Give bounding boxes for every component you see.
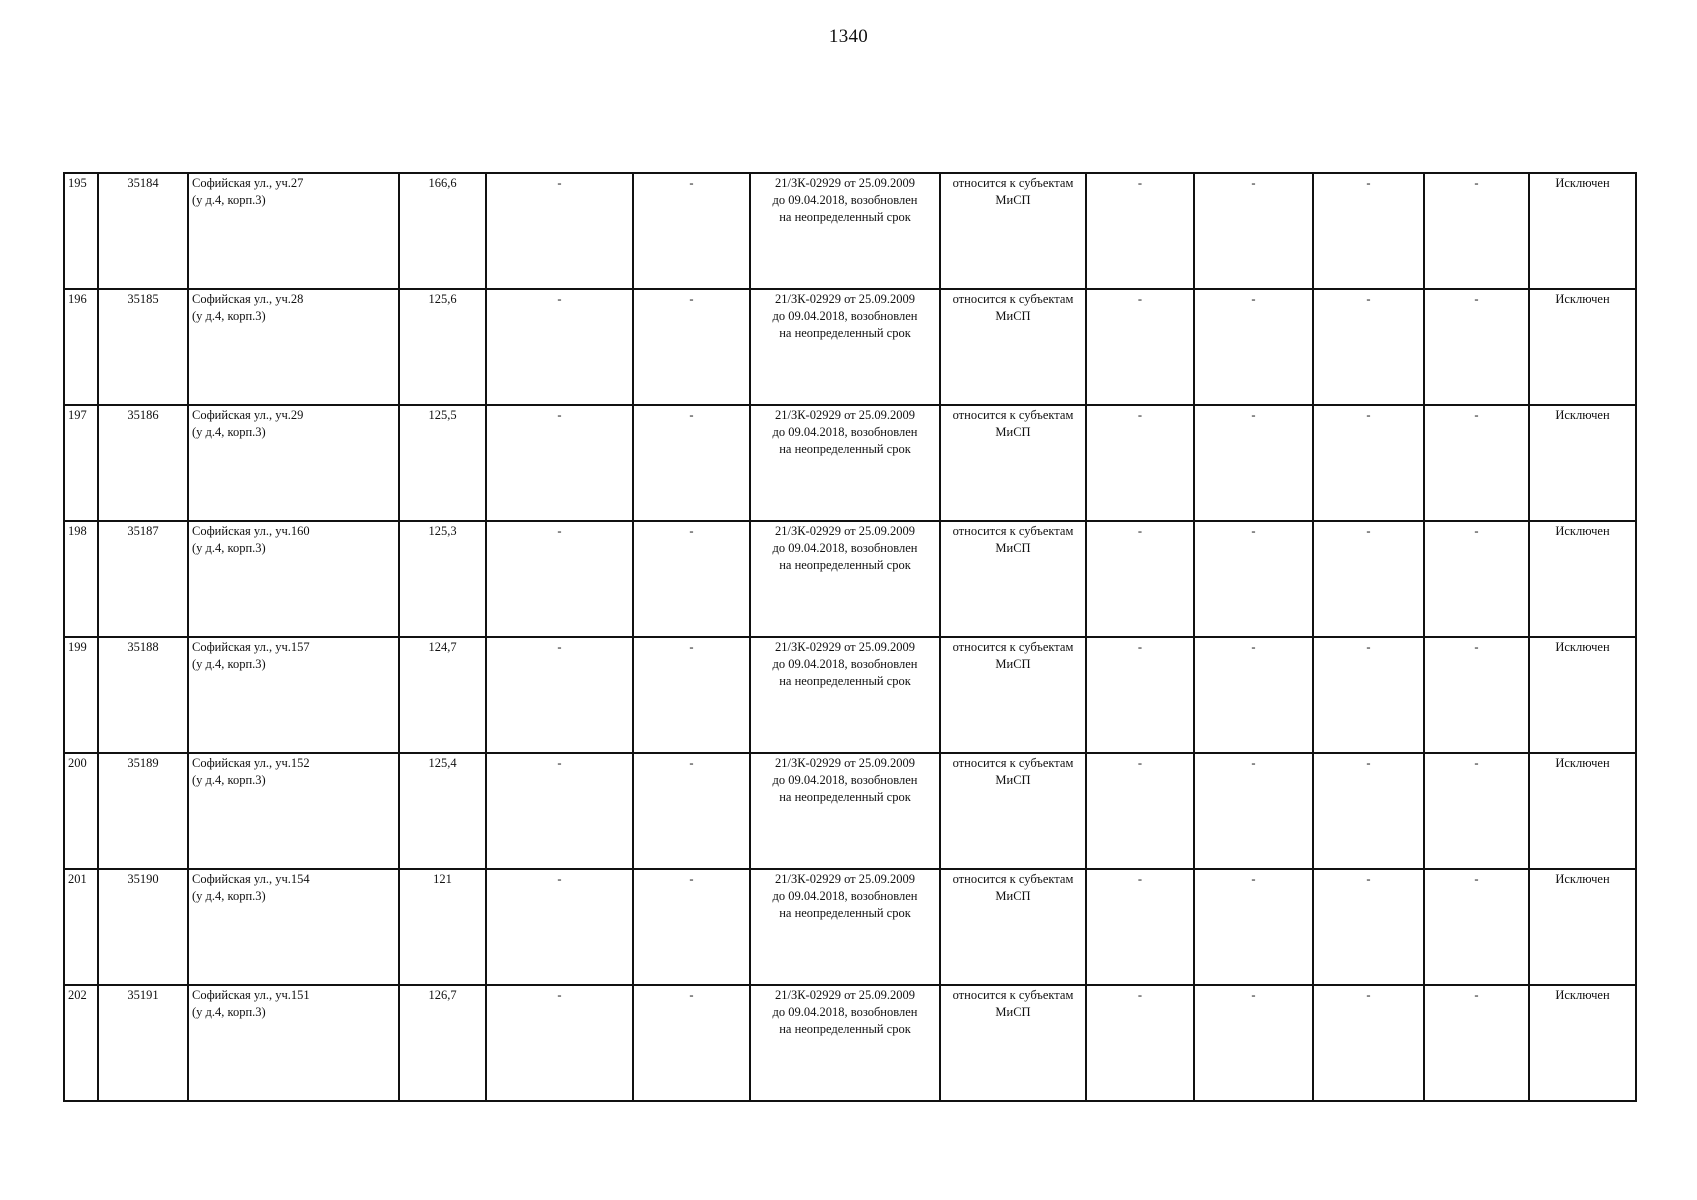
- address-cell: [188, 753, 399, 869]
- dash-cell: [1313, 637, 1424, 753]
- object-id: [98, 173, 188, 289]
- dash-cell: [1424, 405, 1529, 521]
- lease-line: до 09.04.2018, возобновлен: [772, 1005, 918, 1019]
- status-cell: [1529, 405, 1636, 521]
- cell-text: Исключен: [1555, 524, 1610, 538]
- cell-text: -: [689, 176, 694, 190]
- cell-text: -: [1474, 408, 1479, 422]
- lease-line: на неопределенный срок: [779, 326, 911, 340]
- cell-text: -: [557, 176, 562, 190]
- cell-text: 124,7: [428, 640, 457, 654]
- cell-text: -: [1474, 524, 1479, 538]
- area-cell: [399, 869, 486, 985]
- dash-cell: [1424, 289, 1529, 405]
- dash-cell: [1086, 289, 1194, 405]
- table-row: [64, 869, 1636, 985]
- address-cell: [188, 405, 399, 521]
- dash-cell: [1194, 637, 1313, 753]
- row-number: [64, 173, 98, 289]
- dash-cell: [1086, 637, 1194, 753]
- dash-cell: [486, 405, 633, 521]
- area-cell: [399, 289, 486, 405]
- lease-line: до 09.04.2018, возобновлен: [772, 657, 918, 671]
- cell-text: 125,6: [428, 292, 457, 306]
- status-cell: [1529, 869, 1636, 985]
- cell-text: Исключен: [1555, 292, 1610, 306]
- dash-cell: [1086, 521, 1194, 637]
- cell-text: -: [1251, 176, 1256, 190]
- address-line: Софийская ул., уч.29: [192, 408, 304, 422]
- cell-text: 202: [68, 988, 87, 1002]
- cell-text: -: [689, 524, 694, 538]
- category-line: МиСП: [995, 657, 1031, 671]
- table-row: [64, 637, 1636, 753]
- cell-text: -: [1251, 292, 1256, 306]
- address-line: (у д.4, корп.3): [192, 657, 266, 671]
- cell-text: -: [1251, 872, 1256, 886]
- lease-line: на неопределенный срок: [779, 442, 911, 456]
- dash-cell: [486, 637, 633, 753]
- address-line: Софийская ул., уч.157: [192, 640, 310, 654]
- cell-text: -: [1474, 756, 1479, 770]
- dash-cell: [1313, 985, 1424, 1101]
- lease-cell: [750, 637, 940, 753]
- category-cell: [940, 753, 1086, 869]
- lease-line: до 09.04.2018, возобновлен: [772, 773, 918, 787]
- row-number: [64, 753, 98, 869]
- object-id: [98, 637, 188, 753]
- cell-text: -: [689, 408, 694, 422]
- dash-cell: [486, 869, 633, 985]
- cell-text: 35187: [127, 524, 159, 538]
- cell-text: -: [689, 756, 694, 770]
- lease-line: 21/ЗК-02929 от 25.09.2009: [774, 988, 916, 1002]
- cell-text: -: [1474, 988, 1479, 1002]
- row-number: [64, 985, 98, 1101]
- cell-text: -: [689, 988, 694, 1002]
- cell-text: -: [1137, 872, 1143, 886]
- object-id: [98, 753, 188, 869]
- dash-cell: [1313, 289, 1424, 405]
- cell-text: -: [1251, 640, 1256, 654]
- address-line: (у д.4, корп.3): [192, 1005, 266, 1019]
- dash-cell: [1424, 869, 1529, 985]
- status-cell: [1529, 753, 1636, 869]
- category-cell: [940, 985, 1086, 1101]
- category-cell: [940, 173, 1086, 289]
- dash-cell: [1086, 753, 1194, 869]
- cell-text: -: [1137, 988, 1143, 1002]
- lease-line: на неопределенный срок: [779, 906, 911, 920]
- status-cell: [1529, 173, 1636, 289]
- dash-cell: [633, 637, 750, 753]
- row-number: [64, 289, 98, 405]
- dash-cell: [486, 753, 633, 869]
- lease-cell: [750, 985, 940, 1101]
- table-row: [64, 405, 1636, 521]
- cell-text: 35184: [127, 176, 159, 190]
- dash-cell: [1086, 869, 1194, 985]
- lease-line: 21/ЗК-02929 от 25.09.2009: [774, 292, 916, 306]
- lease-line: 21/ЗК-02929 от 25.09.2009: [774, 756, 916, 770]
- address-line: (у д.4, корп.3): [192, 425, 266, 439]
- status-cell: [1529, 985, 1636, 1101]
- category-line: МиСП: [995, 425, 1031, 439]
- lease-line: 21/ЗК-02929 от 25.09.2009: [774, 872, 916, 886]
- table-row: [64, 289, 1636, 405]
- page-number: 1340: [828, 26, 869, 47]
- lease-cell: [750, 753, 940, 869]
- table-row: [64, 521, 1636, 637]
- row-number: [64, 637, 98, 753]
- cell-text: Исключен: [1555, 872, 1610, 886]
- cell-text: -: [557, 408, 562, 422]
- cell-text: -: [1366, 292, 1371, 306]
- dash-cell: [1194, 173, 1313, 289]
- cell-text: 201: [68, 872, 87, 886]
- cell-text: 200: [68, 756, 87, 770]
- cell-text: -: [557, 756, 562, 770]
- lease-line: на неопределенный срок: [779, 790, 911, 804]
- category-line: относится к субъектам: [952, 176, 1074, 190]
- cell-text: -: [557, 292, 562, 306]
- dash-cell: [633, 173, 750, 289]
- dash-cell: [1194, 289, 1313, 405]
- table-body: [64, 173, 1636, 1101]
- lease-line: на неопределенный срок: [779, 210, 911, 224]
- dash-cell: [1313, 173, 1424, 289]
- lease-line: 21/ЗК-02929 от 25.09.2009: [774, 524, 916, 538]
- area-cell: [399, 405, 486, 521]
- lease-line: до 09.04.2018, возобновлен: [772, 309, 918, 323]
- cell-text: -: [557, 524, 562, 538]
- cell-text: 195: [68, 176, 87, 190]
- dash-cell: [1194, 521, 1313, 637]
- object-id: [98, 985, 188, 1101]
- area-cell: [399, 521, 486, 637]
- cell-text: -: [1474, 872, 1479, 886]
- cell-text: 197: [68, 408, 87, 422]
- cell-text: -: [1366, 756, 1371, 770]
- cell-text: -: [557, 872, 562, 886]
- area-cell: [399, 753, 486, 869]
- row-number: [64, 405, 98, 521]
- lease-line: на неопределенный срок: [779, 1022, 911, 1036]
- address-cell: [188, 869, 399, 985]
- dash-cell: [1086, 985, 1194, 1101]
- cell-text: -: [1251, 408, 1256, 422]
- dash-cell: [633, 289, 750, 405]
- address-line: Софийская ул., уч.151: [192, 988, 310, 1002]
- cell-text: -: [1474, 640, 1479, 654]
- lease-cell: [750, 521, 940, 637]
- object-id: [98, 869, 188, 985]
- row-number: [64, 521, 98, 637]
- category-cell: [940, 521, 1086, 637]
- cell-text: -: [1474, 292, 1479, 306]
- address-cell: [188, 521, 399, 637]
- cell-text: 126,7: [428, 988, 457, 1002]
- lease-line: на неопределенный срок: [779, 674, 911, 688]
- cell-text: -: [1137, 640, 1143, 654]
- status-cell: [1529, 637, 1636, 753]
- cell-text: Исключен: [1555, 640, 1610, 654]
- dash-cell: [1194, 869, 1313, 985]
- category-line: относится к субъектам: [952, 756, 1074, 770]
- address-line: Софийская ул., уч.152: [192, 756, 310, 770]
- dash-cell: [1424, 173, 1529, 289]
- category-line: МиСП: [995, 773, 1031, 787]
- address-line: Софийская ул., уч.160: [192, 524, 310, 538]
- cell-text: 35185: [127, 292, 159, 306]
- cell-text: 121: [433, 872, 452, 886]
- dash-cell: [486, 985, 633, 1101]
- cell-text: -: [1366, 872, 1371, 886]
- cell-text: 198: [68, 524, 87, 538]
- lease-line: на неопределенный срок: [779, 558, 911, 572]
- cell-text: 199: [68, 640, 87, 654]
- cell-text: 166,6: [428, 176, 457, 190]
- dash-cell: [1424, 521, 1529, 637]
- dash-cell: [486, 173, 633, 289]
- cell-text: Исключен: [1555, 176, 1610, 190]
- dash-cell: [1424, 637, 1529, 753]
- category-line: МиСП: [995, 193, 1031, 207]
- cell-text: -: [1137, 292, 1143, 306]
- dash-cell: [1313, 405, 1424, 521]
- cell-text: -: [1137, 524, 1143, 538]
- dash-cell: [1313, 521, 1424, 637]
- lease-cell: [750, 173, 940, 289]
- dash-cell: [633, 869, 750, 985]
- cell-text: 35186: [127, 408, 159, 422]
- table-row: [64, 753, 1636, 869]
- category-line: относится к субъектам: [952, 988, 1074, 1002]
- status-cell: [1529, 289, 1636, 405]
- cell-text: 35189: [127, 756, 159, 770]
- cell-text: -: [557, 988, 562, 1002]
- address-line: (у д.4, корп.3): [192, 309, 266, 323]
- dash-cell: [1194, 405, 1313, 521]
- cell-text: -: [1366, 176, 1371, 190]
- status-cell: [1529, 521, 1636, 637]
- cell-text: -: [1474, 176, 1479, 190]
- address-line: (у д.4, корп.3): [192, 541, 266, 555]
- area-cell: [399, 637, 486, 753]
- cell-text: Исключен: [1555, 408, 1610, 422]
- category-line: МиСП: [995, 309, 1031, 323]
- cell-text: 35190: [127, 872, 159, 886]
- lease-cell: [750, 869, 940, 985]
- cell-text: 196: [68, 292, 87, 306]
- area-cell: [399, 173, 486, 289]
- category-line: относится к субъектам: [952, 292, 1074, 306]
- category-line: относится к субъектам: [952, 872, 1074, 886]
- dash-cell: [633, 753, 750, 869]
- object-id: [98, 289, 188, 405]
- lease-cell: [750, 289, 940, 405]
- cell-text: Исключен: [1555, 988, 1610, 1002]
- lease-cell: [750, 405, 940, 521]
- dash-cell: [1424, 985, 1529, 1101]
- lease-line: до 09.04.2018, возобновлен: [772, 541, 918, 555]
- row-number: [64, 869, 98, 985]
- dash-cell: [1086, 405, 1194, 521]
- cell-text: 35191: [127, 988, 159, 1002]
- cell-text: -: [1137, 176, 1143, 190]
- address-line: (у д.4, корп.3): [192, 773, 266, 787]
- cell-text: -: [1366, 408, 1371, 422]
- dash-cell: [1086, 173, 1194, 289]
- cell-text: -: [689, 292, 694, 306]
- category-cell: [940, 637, 1086, 753]
- registry-table: [63, 172, 1637, 1102]
- lease-line: до 09.04.2018, возобновлен: [772, 425, 918, 439]
- category-line: МиСП: [995, 889, 1031, 903]
- cell-text: -: [689, 872, 694, 886]
- cell-text: -: [557, 640, 562, 654]
- category-line: относится к субъектам: [952, 640, 1074, 654]
- address-line: (у д.4, корп.3): [192, 193, 266, 207]
- dash-cell: [1424, 753, 1529, 869]
- category-line: МиСП: [995, 1005, 1031, 1019]
- cell-text: -: [1137, 756, 1143, 770]
- area-cell: [399, 985, 486, 1101]
- object-id: [98, 405, 188, 521]
- cell-text: -: [689, 640, 694, 654]
- address-cell: [188, 173, 399, 289]
- cell-text: -: [1366, 988, 1371, 1002]
- dash-cell: [1194, 985, 1313, 1101]
- cell-text: -: [1251, 988, 1256, 1002]
- category-line: относится к субъектам: [952, 408, 1074, 422]
- dash-cell: [486, 289, 633, 405]
- lease-line: до 09.04.2018, возобновлен: [772, 193, 918, 207]
- lease-line: 21/ЗК-02929 от 25.09.2009: [774, 640, 916, 654]
- cell-text: -: [1137, 408, 1143, 422]
- object-id: [98, 521, 188, 637]
- dash-cell: [633, 985, 750, 1101]
- address-cell: [188, 637, 399, 753]
- cell-text: 125,3: [428, 524, 457, 538]
- dash-cell: [1194, 753, 1313, 869]
- address-line: Софийская ул., уч.154: [192, 872, 310, 886]
- dash-cell: [486, 521, 633, 637]
- lease-line: 21/ЗК-02929 от 25.09.2009: [774, 176, 916, 190]
- address-cell: [188, 985, 399, 1101]
- dash-cell: [1313, 869, 1424, 985]
- address-line: Софийская ул., уч.27: [192, 176, 304, 190]
- dash-cell: [633, 405, 750, 521]
- table-row: [64, 173, 1636, 289]
- dash-cell: [1313, 753, 1424, 869]
- address-line: Софийская ул., уч.28: [192, 292, 304, 306]
- cell-text: -: [1366, 640, 1371, 654]
- dash-cell: [633, 521, 750, 637]
- category-cell: [940, 289, 1086, 405]
- category-line: МиСП: [995, 541, 1031, 555]
- cell-text: -: [1251, 756, 1256, 770]
- category-cell: [940, 405, 1086, 521]
- table-row: [64, 985, 1636, 1101]
- lease-line: 21/ЗК-02929 от 25.09.2009: [774, 408, 916, 422]
- lease-line: до 09.04.2018, возобновлен: [772, 889, 918, 903]
- category-line: относится к субъектам: [952, 524, 1074, 538]
- cell-text: -: [1366, 524, 1371, 538]
- cell-text: 35188: [127, 640, 159, 654]
- cell-text: -: [1251, 524, 1256, 538]
- address-cell: [188, 289, 399, 405]
- cell-text: 125,5: [428, 408, 457, 422]
- category-cell: [940, 869, 1086, 985]
- cell-text: Исключен: [1555, 756, 1610, 770]
- address-line: (у д.4, корп.3): [192, 889, 266, 903]
- cell-text: 125,4: [428, 756, 457, 770]
